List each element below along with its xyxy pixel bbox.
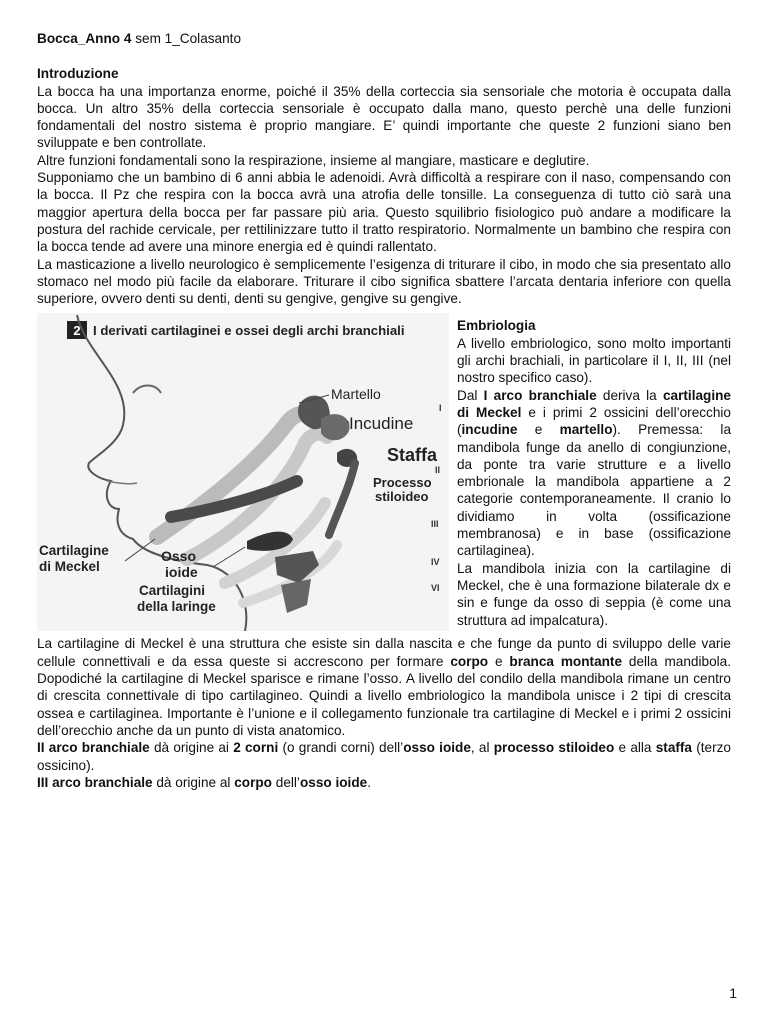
arch-numeral-II: II (435, 465, 441, 476)
bold-run: martello (559, 422, 613, 438)
text-run: dell’ (271, 774, 300, 790)
arco-3-paragraph (37, 774, 731, 791)
label-osso: Osso (161, 548, 197, 565)
label-meckel-2: di Meckel (39, 559, 100, 575)
header-title-bold: Bocca_Anno 4 (37, 31, 132, 46)
arch-numeral-IV: IV (431, 557, 440, 568)
text-run: La cartilagine di Meckel è una struttura che esiste sin dalla nascita e che funge da punto di sviluppo delle varie cellule connettivali e da essa queste si accrescono per formare (37, 636, 731, 669)
figure-row (37, 313, 731, 631)
meckel-paragraph (37, 635, 731, 739)
intro-paragraph-4: La masticazione a livello neurologico è semplicemente l’esigenza di triturare il cibo, in modo che sia presentato allo stomaco nel modo più facile da elaborare. Triturare il cibo significa sbattere l’arcata dentaria inferiore con quella superiore, ovvero denti su denti, denti su gengive, gengive su gengive. (37, 256, 731, 307)
branchial-arches-illustration (37, 313, 449, 631)
label-martello: Martello (331, 386, 381, 403)
embriologia-paragraph-2 (457, 387, 731, 560)
text-run: . (367, 774, 371, 790)
bold-run: I arco branchiale (483, 387, 597, 403)
figure-caption: I derivati cartilaginei e ossei degli archi branchiali (93, 323, 405, 339)
text-run: della mandibola. Dopodiché la cartilagine di Meckel sparisce e rimane l’osso. A livello del condilo della mandibola rimane un centro di crescita connettivale di tipo cartilagineo. Quindi a livello embriologico la mandibola unisce i 2 tipi di crescita ossea e cartilaginea. Importante è l’unione e il collegamento funzionale tra cartilagine di Meckel e i primi 2 ossicini dell’orecchio anche da un punto di vista anatomico. (37, 653, 731, 738)
bold-run: osso ioide (299, 774, 368, 790)
embriologia-column (457, 317, 731, 631)
bold-run: 2 corni (233, 740, 279, 756)
arco-2-paragraph (37, 739, 731, 774)
bold-run: corpo (234, 774, 272, 790)
page-number: 1 (729, 984, 737, 1001)
branchial-arches-figure (37, 313, 449, 631)
document-header (37, 30, 731, 47)
bold-run: branca montante (509, 653, 623, 669)
intro-paragraph-1: La bocca ha una importanza enorme, poiché il 35% della corteccia sia sensoriale che motoria è occupata dalla bocca. Un altro 35% della corteccia sensoriale è occupato dalla mano, questo perchè una delle funzioni fondamentali del nostro sistema è proprio mangiare. E’ quindi importante che queste 2 funzioni siano ben sviluppate e ben controllate. (37, 83, 731, 151)
text-run: Dal (457, 387, 484, 403)
text-run: (o grandi corni) dell’ (278, 740, 404, 756)
text-run: e (517, 422, 560, 438)
text-run: deriva la (596, 387, 663, 403)
label-incudine: Incudine (349, 414, 414, 434)
embriologia-paragraph-1: A livello embriologico, sono molto importanti gli archi brachiali, in particolare il I, II, III (nel nostro specifico caso). (457, 335, 731, 386)
text-run: , al (470, 740, 494, 756)
text-run: e alla (614, 740, 656, 756)
text-run: e i primi 2 ossicini dell’orecchio ( (457, 404, 731, 438)
label-cartilagini: Cartilagini (139, 583, 206, 599)
arch-numeral-VI: VI (431, 583, 440, 594)
label-laringe: della laringe (137, 599, 216, 615)
figure-number: 2 (73, 323, 81, 339)
bold-run: incudine (461, 422, 518, 438)
label-meckel-1: Cartilagine (39, 543, 109, 559)
label-stiloideo: stiloideo (375, 489, 429, 505)
intro-paragraph-3: Supponiamo che un bambino di 6 anni abbia le adenoidi. Avrà difficoltà a respirare con il naso, compensando con la bocca. Il Pz che respira con la bocca avrà una atrofia delle tonsille. La conseguenza di tutto ciò sarà una maggior apertura della bocca per far passare più aria. Questo squilibrio fisiologico può andare a modificare la postura del rachide cervicale, per rettilinizzare tutto il tratto respiratorio. Normalmente un bambino che respira con la bocca tende ad avere una minore energia ed è quindi rallentato. (37, 170, 731, 255)
header-title-rest: sem 1_Colasanto (131, 31, 242, 46)
embriologia-heading: Embriologia (457, 318, 536, 334)
label-staffa: Staffa (387, 445, 438, 466)
bold-run: processo stiloideo (493, 740, 615, 756)
text-run: ). Premessa: la mandibola funge da anello di congiunzione, da ponte tra varie strutture e a livello embrionale la mandibola appartiene a 2 categorie contemporaneamente. Il cranio lo dividiamo in volta (ossificazione membranosa) e in base (ossificazione cartilaginea). (457, 422, 731, 559)
bold-run: corpo (450, 653, 489, 669)
label-processo: Processo (373, 475, 432, 491)
intro-heading: Introduzione (37, 66, 119, 82)
text-run: dà origine al (152, 774, 235, 790)
text-run: dà origine ai (149, 740, 234, 756)
bold-run: staffa (655, 740, 692, 756)
intro-paragraph-2: Altre funzioni fondamentali sono la respirazione, insieme al mangiare, masticare e deglutire. (37, 152, 590, 168)
lower-text (37, 635, 731, 791)
text-run: e (488, 653, 510, 669)
embriologia-paragraph-3: La mandibola inizia con la cartilagine di Meckel, che è una formazione bilaterale dx e sin e funge da osso di seppia (è come una struttura ad impalcatura). (457, 560, 731, 628)
bold-run: cartilagine di Meckel (457, 387, 731, 420)
bold-run: III arco branchiale (37, 774, 153, 790)
bold-run: II arco branchiale (37, 740, 150, 756)
text-run: (terzo ossicino). (37, 740, 731, 773)
label-ioide: ioide (165, 564, 198, 581)
arch-numeral-III: III (431, 519, 439, 530)
bold-run: osso ioide (403, 740, 471, 756)
arch-numeral-I: I (439, 403, 442, 414)
document-page (37, 30, 731, 791)
